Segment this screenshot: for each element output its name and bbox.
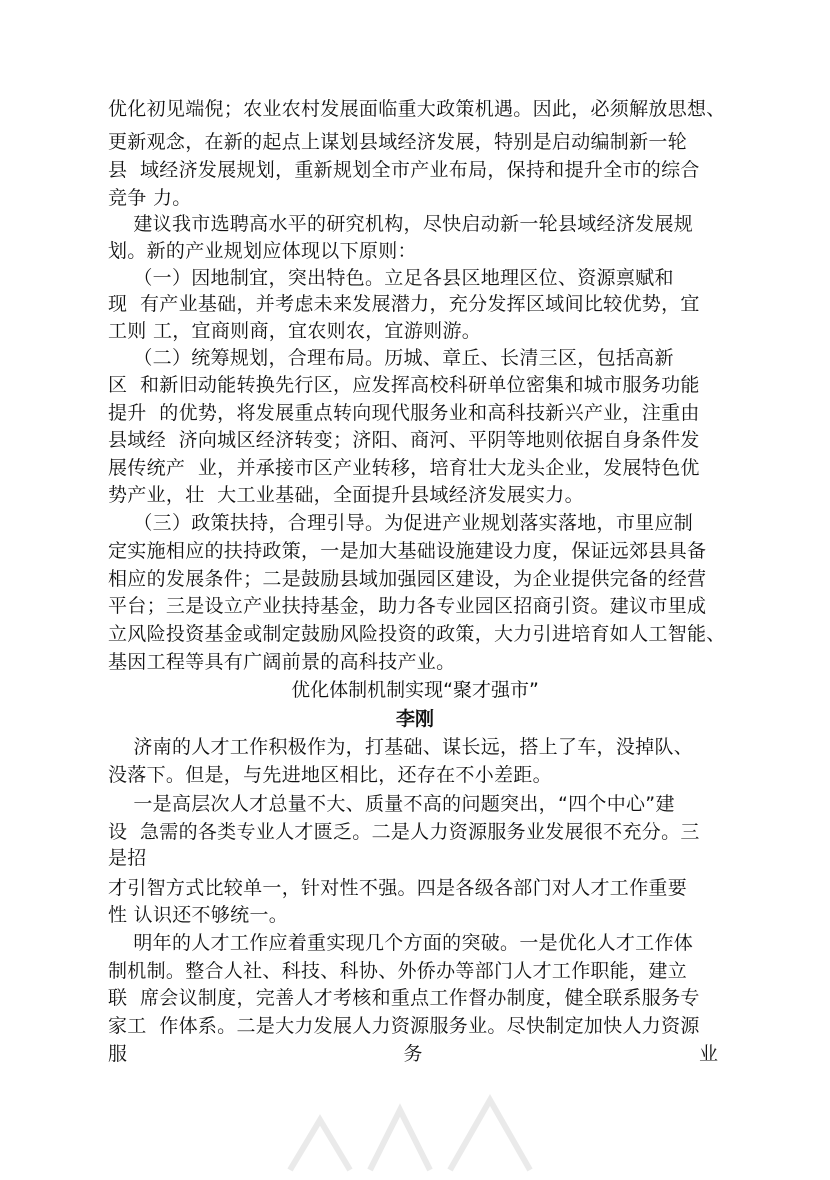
word: 服: [108, 1043, 128, 1065]
paragraph-line: 没落下。但是，与先进地区相比，还存在不小差距。: [108, 764, 552, 786]
paragraph-line: 提升 的优势，将发展重点转向现代服务业和高科技新兴产业，注重由: [108, 402, 700, 424]
paragraph-line: 区 和新旧动能转换先行区，应发挥高校科研单位密集和城市服务功能: [108, 374, 700, 396]
paragraph-line: 联 席会议制度，完善人才考核和重点工作督办制度，健全联系服务专: [108, 987, 700, 1009]
paragraph-line: 性 认识还不够统一。: [108, 904, 289, 926]
justified-last-line: [108, 1042, 718, 1066]
paragraph-line: 明年的人才工作应着重实现几个方面的突破。一是优化人才工作体: [108, 932, 694, 954]
paragraph-line: 势产业，壮 大工业基础，全面提升县域经济发展实力。: [108, 484, 584, 506]
paragraph-line: 现 有产业基础，并考虑未来发展潜力，充分发挥区域间比较优势，宜: [108, 293, 700, 315]
paragraph-line: 定实施相应的扶持政策，一是加大基础设施建设力度，保证远郊县具备: [108, 540, 707, 562]
paragraph-line: （二）统筹规划，合理布局。历城、章丘、长清三区，包括高新: [108, 347, 674, 369]
paragraph-line: 工则 工，宜商则商，宜农则农，宜游则游。: [108, 320, 482, 342]
paragraph-line: 县域经 济向城区经济转变；济阳、商河、平阴等地则依据自身条件发: [108, 429, 700, 451]
section-author: 李刚: [395, 708, 434, 730]
paragraph-line: （一）因地制宜，突出特色。立足各县区地理区位、资源禀赋和: [108, 267, 674, 289]
paragraph-line: 基因工程等具有广阔前景的高科技产业。: [108, 651, 456, 673]
paragraph-line: 划。新的产业规划应体现以下原则：: [108, 240, 417, 262]
paragraph-line: 家工 作体系。二是大力发展人力资源服务业。尽快制定加快人力资源: [108, 1015, 700, 1037]
paragraph-line: 建议我市选聘高水平的研究机构，尽快启动新一轮县域经济发展规: [108, 213, 694, 235]
paragraph-line: 设 急需的各类专业人才匮乏。二是人力资源服务业发展很不充分。三: [108, 821, 700, 843]
paragraph-line: 一是高层次人才总量不大、质量不高的问题突出，“四个中心”建: [108, 793, 675, 815]
paragraph-line: 立风险投资基金或制定鼓励风险投资的政策，大力引进培育如人工智能、: [108, 623, 726, 645]
paragraph-line: 才引智方式比较单一，针对性不强。四是各级各部门对人才工作重要: [108, 877, 688, 899]
word: 业: [698, 1043, 718, 1065]
paragraph-line: 平台；三是设立产业扶持基金，助力各专业园区招商引资。建议市里成: [108, 595, 707, 617]
paragraph-line: 县 域经济发展规划，重新规划全市产业布局，保持和提升全市的综合: [108, 159, 700, 181]
section-title: 优化体制机制实现“聚才强市”: [291, 679, 539, 701]
paragraph-line: 制机制。整合人社、科技、科协、外侨办等部门人才工作职能，建立: [108, 960, 688, 982]
paragraph-line: 济南的人才工作积极作为，打基础、谋长远，搭上了车，没掉队、: [108, 736, 694, 758]
paragraph-line: 相应的发展条件；二是鼓励县域加强园区建设，为企业提供完备的经营: [108, 568, 707, 590]
paragraph-line: 展传统产 业，并承接市区产业转移，培育壮大龙头企业，发展特色优: [108, 457, 700, 479]
watermark-icon: [250, 1080, 570, 1180]
paragraph-line: 是招: [108, 847, 147, 869]
paragraph-line: 更新观念，在新的起点上谋划县域经济发展，特别是启动编制新一轮: [108, 131, 688, 153]
paragraph-line: 优化初见端倪；农业农村发展面临重大政策机遇。因此，必须解放思想、: [108, 98, 726, 120]
paragraph-line: 竞争 力。: [108, 187, 192, 209]
paragraph-line: （三）政策扶持，合理引导。为促进产业规划落实落地，市里应制: [108, 512, 694, 534]
word: 务: [403, 1043, 423, 1065]
